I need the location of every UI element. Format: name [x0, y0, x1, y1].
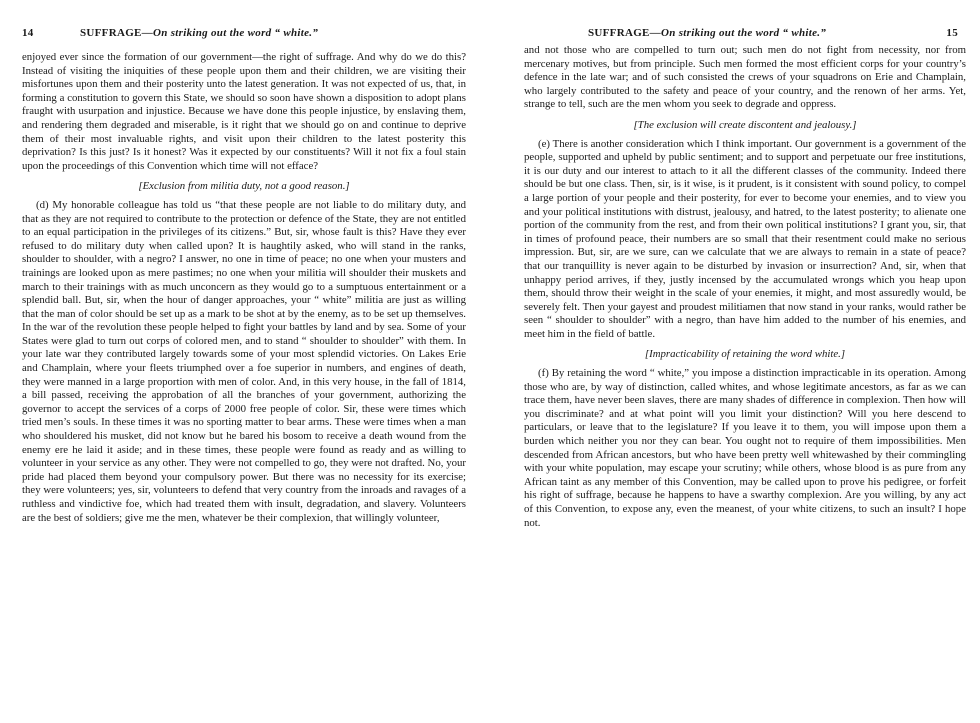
paragraph: (f) By retaining the word “ white,” you impose a distinction impracticable in its operation. Among those who are, by way of distinction, called whites, and whose legitimate ancestors, as far as we can trace them, have never been slaves, there are many shades of difference in complexion. Then how will you discriminate? and at what point will you limit your distinction? Will you here descend to particulars, or leave that to the legislature? If you leave it to them, you will impose upon them a burden which neither you nor they can bear. You ought not to require of them impossibilities. Men descended from African ancestors, but who have been pretty well whitewashed by their commingling with your white population, may escape your scrutiny; while others, whose blood is as pure from any African taint as any member of this Convention, may be called upon to prove his pedigree, or forfeit his right of suffrage, because he happens to have a swarthy complexion. Are you willing, by any act of this Convention, to expose any, even the meanest, of your white citizens, to such an insult? I hope not.: [524, 367, 966, 529]
paragraph: (e) There is another consideration which I think important. Our government is a government of the people, supported and upheld by public sentiment; and to support and perpetuate our free institutions, it is our duty and our interest to attach to it all the different classes of the community. Indeed there should be but one class. Then, sir, is it wise, is it prudent, is it consistent with sound policy, to compel a large portion of your people and their posterity, for ever to become your enemies, and to view you and your political institutions with distrust, jealousy, and hatred, to the latest posterity; to alienate one portion of the community from the rest, and from their own political institutions? I grant you, sir, that in times of profound peace, their numbers are so small that their resentment could make no serious impression. But, sir, are we sure, can we calculate that we are always to remain in a state of peace? that our tranquillity is never again to be disturbed by invasion or insurrection? And, sir, when that unhappy period arrives, if they, justly incensed by the accumulated wrongs which you heap upon them, should throw their weight in the scale of your enemies, it might, and most assuredly would, be severely felt. Then your gayest and proudest militiamen that now stand in your ranks, would rather be seen “ shoulder to shoulder” with a negro, than have him added to the number of his enemies, and meet him in the field of battle.: [524, 137, 966, 340]
page-number: 14: [22, 27, 34, 39]
page-body: [524, 44, 966, 530]
header-title-sub: —On striking out the word “ white.”: [649, 27, 827, 39]
page-body: [22, 51, 466, 525]
paragraph: (d) My honorable colleague has told us “that these people are not liable to do military duty, and that as they are not required to contribute to the protection or defence of the State, they are not entitled to an equal participation in the privileges of its citizens.” But, sir, whose fault is this? Have they ever refused to do military duty when called upon? It is haughtily asked, who will stand in the ranks, shoulder to shoulder, with a negro? I answer, no one in time of peace; no one when your musters and trainings are looked upon as mere pastimes; no one when your militia will shoulder their muskets and march to their trainings with as much unconcern as they would go to a sumptuous entertainment or a splendid ball. But, sir, when the hour of danger approaches, your “ white” militia are just as willing that the man of color should be set up as a mark to be shot at by the enemy, as to be set up themselves. In the war of the revolution these people helped to fight your battles by land and by sea. Some of your States were glad to turn out corps of colored men, and to stand “ shoulder to shoulder” with them. In your late war they contributed largely towards some of your most splendid victories. On Lakes Erie and Champlain, where your fleets triumphed over a foe superior in numbers, and engines of death, they were manned in a large proportion with men of color. And, in this very house, in the fall of 1814, a bill passed, receiving the approbation of all the branches of your government, authorizing the governor to accept the services of a corps of 2000 free people of color. Sir, these were times which tried men’s souls. In these times it was no sporting matter to bear arms. These were times when a man who shouldered his musket, did not know but he bared his bosom to receive a death wound from the enemy ere he laid it aside; and in these times, these people were found as ready and as willing to volunteer in your service as any other. They were not compelled to go, they were not drafted. No, your pride had placed them beyond your compulsory power. But there was no necessity for its exercise; they were volunteers; yes, sir, volunteers to defend that very country from the inroads and ravages of a ruthless and vindictive foe, which had treated them with insult, degradation, and slavery. Volunteers are the best of soldiers; give me the men, whatever be their complexion, that willingly volunteer,: [22, 198, 466, 524]
running-header: [490, 27, 980, 43]
section-note: [Impracticability of retaining the word white.]: [644, 348, 846, 361]
header-title: [588, 27, 826, 39]
paragraph: and not those who are compelled to turn out; such men do not fight from necessity, nor from mercenary motives, but from principle. Such men formed the most efficient corps for your country’s defence in the late war; and of such consisted the crews of your squadrons on Erie and Champlain, who largely contributed to the safety and peace of your country, and the renown of her arms. Yet, strange to tell, such are the men whom you seek to degrade and oppress.: [524, 44, 966, 111]
page-number: 15: [946, 27, 958, 39]
section-note: [Exclusion from militia duty, not a good reason.]: [138, 180, 350, 193]
header-title-main: SUFFRAGE: [80, 27, 142, 39]
paragraph: enjoyed ever since the formation of our government—the right of suffrage. And why do we do this? Instead of visiting the iniquities of these people upon them and their children, we are visiting their misfortunes upon them and their posterity unto the latest generation. It was not expected of us, that, in forming a constitution to govern this State, we should so soon have shown a disposition to adopt plans fraught with usurpation and injustice. Because we have done this people injustice, by enslaving them, and rendering them degraded and miserable, is it right that we should go on and continue to deprive them of their most invaluable rights, and visit upon their children to the latest posterity this deprivation? Is this just? Is it honest? Was it expected by our constituents? Will it not fix a foul stain upon the proceedings of this Convention which time will not efface?: [22, 51, 466, 172]
right-page: [490, 0, 980, 723]
running-header: [0, 27, 490, 43]
header-title-sub: —On striking out the word “ white.”: [141, 27, 319, 39]
section-note: [The exclusion will create discontent and jealousy.]: [633, 118, 857, 131]
header-title-main: SUFFRAGE: [588, 27, 650, 39]
header-title: [80, 27, 318, 39]
